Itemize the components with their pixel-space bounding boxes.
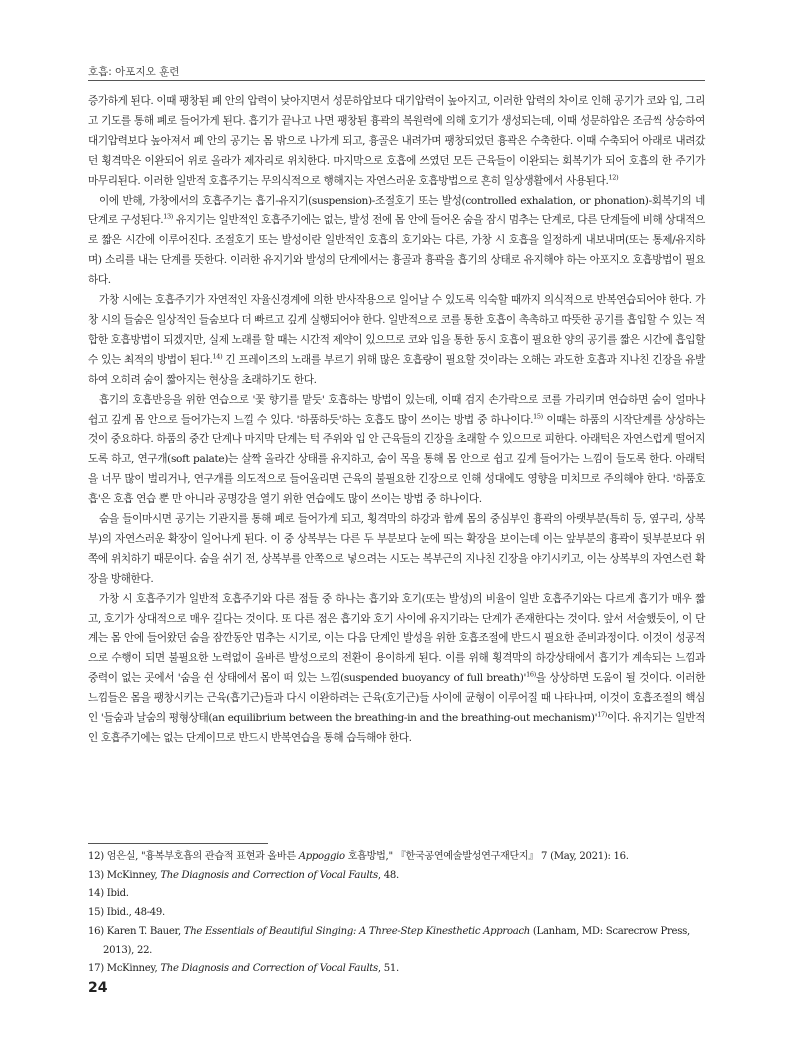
body-paragraph [88,590,705,749]
body-paragraph [88,192,705,292]
footnotes [88,848,705,979]
footnote [88,867,705,886]
text-run: 13) McKinney, [88,869,161,881]
text-run: 긴 프레이즈의 노래를 부르기 위해 많은 호흡량이 필요할 것이라는 오해는 과도한 호흡과 지나친 긴장을 유발하여 오히려 숨이 짧아지는 현상을 초래하기도 한다. [88,353,705,386]
footnote-ref: 17) [597,710,607,719]
body-paragraph [88,92,705,192]
body-paragraph [88,510,705,590]
header-rule [88,80,705,81]
text-run: 이다. 유지기는 일반적인 호흡주기에는 없는 단계이므로 반드시 반복연습을 통해 습득해야 한다. [88,712,705,744]
text-run: 15) Ibid., 48-49. [88,907,165,919]
text-run: 을 상상하면 도움이 될 것이다. 이러한 느낌들은 몸을 팽창시키는 근육(흡기근)들과 다시 이완하려는 근육(호기근)들 사이에 균형이 이루어질 때 나타나며, 이것이 호흡조절의 핵심인 '들숨과 날숨의 평형상태(an equilibrium between the breathing-in and the breathing-out mechanism)' [88,672,705,725]
italic-title: Appoggio [298,851,345,862]
footnote [88,904,705,923]
italic-title: The Essentials of Beautiful Singing: A Three-Step Kinesthetic Approach [183,925,531,937]
footnote [88,848,705,867]
footnote [88,923,705,960]
text-run: 16) Karen T. Bauer, [88,925,184,937]
italic-title: The Diagnosis and Correction of Vocal Faults [160,869,378,881]
text-run: 이에 반해, 가창에서의 호흡주기는 흡기-유지기(suspension)-조절호기 또는 발성(controlled exhalation, or phonation)-회복기의 네 단계로 구성된다. [88,194,705,227]
footnote-rule [88,843,268,844]
footnote-ref: 16) [526,670,536,679]
text-run: 숨을 들이마시면 공기는 기관지를 통해 폐로 들어가게 되고, 횡격막의 하강과 함께 몸의 중심부인 흉곽의 아랫부분(특히 등, 옆구리, 상복부)의 자연스러운 확장이 일어나게 된다. 이 중 상복부는 다른 두 부분보다 눈에 띄는 확장을 보이는데 이는 앞부분의 흉곽이 뒷부분보다 위쪽에 위치하기 때문이다. 숨을 쉬기 전, 상복부를 안쪽으로 넣으려는 시도는 복부근의 지나친 긴장을 야기시키고, 이는 상복부의 자연스런 확장을 방해한다. [88,513,705,585]
text-run: 가창 시 호흡주기가 일반적 호흡주기와 다른 점들 중 하나는 흡기와 호기(또는 발성)의 비율이 일반 호흡주기와는 다르게 흡기가 매우 짧고, 호기가 상대적으로 매우 길다는 것이다. 또 다른 점은 흡기와 호기 사이에 유지기라는 단계가 존재한다는 것이다. 앞서 서술했듯이, 이 단계는 몸 안에 들어왔던 숨을 잠깐동안 멈추는 시기로, 이는 다음 단계인 발성을 위한 호흡조절에 반드시 필요한 준비과정이다. 이것이 성공적으로 수행이 되면 불필요한 노력없이 올바른 발성으로의 전환이 용이하게 된다. 이를 위해 횡격막의 하강상태에서 흡기가 계속되는 느낌과 중력이 없는 곳에서 '숨을 쉰 상태에서 몸이 떠 있는 느낌(suspended buoyancy of full breath)' [88,592,705,685]
text-run: 이때는 하품의 시작단계를 상상하는 것이 중요하다. 하품의 중간 단계나 마지막 단계는 턱 주위와 입 안 근육들의 긴장을 초래할 수 있으므로 피한다. 아래턱은 자연스럽게 떨어지도록 하고, 연구개(soft palate)는 살짝 올라간 상태를 유지하고, 숨이 목을 통해 몸 안으로 쉽고 깊게 들어가는 느낌이 들도록 한다. 아래턱을 너무 많이 벌리거나, 연구개를 의도적으로 들어올리면 근육의 불필요한 긴장으로 인해 성대에도 영향을 미치므로 주의해야 한다. '하품호흡'은 호흡 연습 뿐 만 아니라 공명강을 열기 위한 연습에도 많이 쓰이는 방법 중 하나이다. [88,413,705,506]
text-run: (Lanham, MD: Scarecrow Press, 2013), 22. [103,925,690,956]
text-run: 12) 엄은실, "흉복부호흡의 관습적 표현과 올바른 [88,851,299,862]
text-run: 흡기의 호흡반응을 위한 연습으로 '꽃 향기를 맡듯' 호흡하는 방법이 있는데, 이때 검지 손가락으로 코를 가리키며 연습하면 숨이 얼마나 쉽고 깊게 몸 안으로 들어가는지 느낄 수 있다. '하품하듯'하는 호흡도 많이 쓰이는 방법 중 하나이다. [88,393,705,426]
body-paragraph [88,391,705,510]
text-run: 17) McKinney, [88,963,161,975]
body-paragraph [88,291,705,391]
italic-title: The Diagnosis and Correction of Vocal Faults [160,963,378,975]
text-run: 호흡방법," 『한국공연예술발성연구재단지』 7 (May, 2021): 16. [344,851,629,862]
footnote [88,885,705,904]
text-run: 14) Ibid. [88,888,129,900]
footnote-ref: 12) [608,173,619,182]
text-run: 유지기는 일반적인 호흡주기에는 없는, 발성 전에 몸 안에 들어온 숨을 잠시 멈추는 단계로, 다른 단계들에 비해 상대적으로 짧은 시간에 이루어진다. 조절호기 또는 발성이란 일반적인 호흡의 호기와는 다른, 가창 시 호흡을 일정하게 내보내며(또는 통제/유지하며) 소리를 내는 단계를 뜻한다. 이러한 유지기와 발성의 단계에서는 흉골과 흉곽을 흡기의 상태로 유지해야 하는 아포지오 호흡방법이 필요하다. [88,214,705,287]
running-header: 호흡: 아포지오 훈련 [88,66,180,78]
text-run: 증가하게 된다. 이때 팽창된 폐 안의 압력이 낮아지면서 성문하압보다 대기압력이 높아지고, 이러한 압력의 차이로 인해 공기가 코와 입, 그리고 기도를 통해 폐로 들어가게 된다. 흡기가 끝나고 나면 팽창된 흉곽의 복원력에 의해 호기가 생성되는데, 이때 성문하압은 조금씩 상승하여 대기압력보다 높아져서 폐 안의 공기는 몸 밖으로 나가게 되고, 흉골은 내려가며 팽창되었던 흉곽은 수축한다. 이때 수축되어 아래로 내려갔던 횡격막은 이완되어 위로 올라가 제자리로 위치한다. 마지막으로 호흡에 쓰였던 모든 근육들이 이완되는 회복기가 되어 호흡의 한 주기가 마무리된다. 이러한 일반적 호흡주기는 무의식적으로 행해지는 자연스러운 호흡방법으로 흔히 일상생활에서 사용된다. [88,95,705,187]
body-text [88,92,705,749]
text-run: , 48. [377,869,399,881]
text-run: , 51. [377,963,399,975]
footnote-ref: 13) [163,212,173,221]
footnote-ref: 15) [533,411,543,420]
footnote-ref: 14) [212,352,223,361]
page-number: 24 [88,980,108,996]
text-run: 가창 시에는 호흡주기가 자연적인 자율신경계에 의한 반사작용으로 일어날 수 있도록 익숙할 때까지 의식적으로 반복연습되어야 한다. 가창 시의 들숨은 일상적인 들숨보다 더 빠르고 깊게 실행되어야 한다. 일반적으로 코를 통한 호흡이 촉촉하고 따뜻한 공기를 흡입할 수 있는 적합한 호흡방법이 되겠지만, 실제 노래를 할 때는 시간적 제약이 있으므로 코와 입을 통한 동시 호흡이 필요한 양의 공기를 짧은 시간에 흡입할 수 있는 최적의 방법이 된다. [88,294,705,366]
footnote [88,960,705,979]
